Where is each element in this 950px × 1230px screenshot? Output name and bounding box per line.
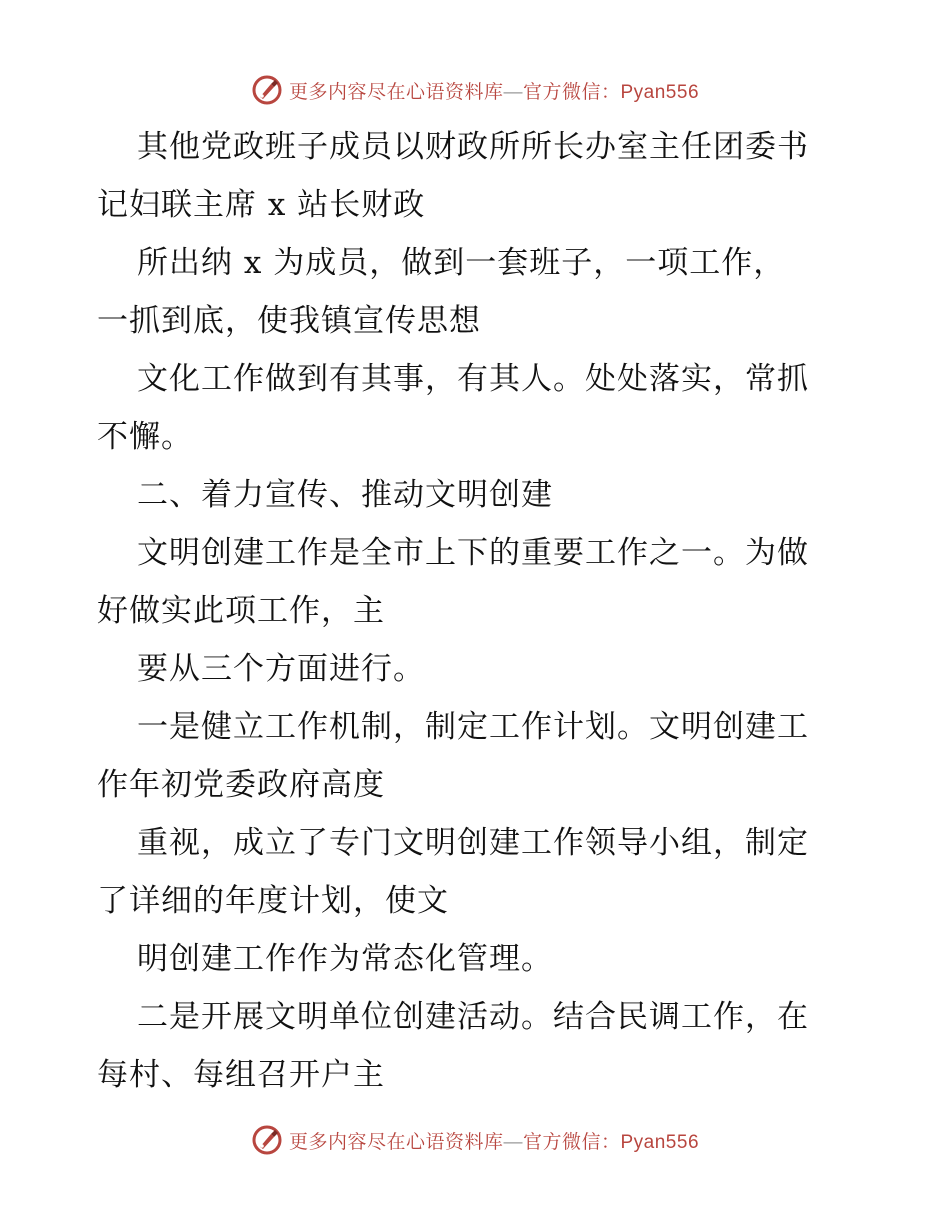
watermark-contact: 官方微信：Pyan556 (523, 1131, 700, 1153)
watermark-dash: — (503, 81, 523, 103)
body-line: 作年初党委政府高度 (97, 767, 385, 803)
pen-logo-icon (251, 74, 283, 106)
body-line: 明创建工作作为常态化管理。 (137, 941, 553, 977)
body-line: 重视，成立了专门文明创建工作领导小组，制定 (137, 825, 809, 861)
body-line: 所出纳 x 为成员，做到一套班子，一项工作， (137, 245, 786, 281)
body-line: 其他党政班子成员以财政所所长办室主任团委书 (137, 129, 809, 165)
body-line: 一是健立工作机制，制定工作计划。文明创建工 (137, 709, 809, 745)
body-line: 每村、每组召开户主 (97, 1057, 385, 1093)
body-line: 记妇联主席 x 站长财政 (97, 187, 426, 223)
body-line: 好做实此项工作，主 (97, 593, 385, 629)
body-text (97, 118, 857, 1104)
watermark-group (251, 1124, 699, 1156)
body-line: 二是开展文明单位创建活动。结合民调工作，在 (137, 999, 809, 1035)
watermark-group (251, 74, 699, 106)
watermark-dash: — (503, 1131, 523, 1153)
body-line: 一抓到底，使我镇宣传思想 (97, 303, 481, 339)
body-line: 文化工作做到有其事，有其人。处处落实，常抓 (137, 361, 809, 397)
pen-logo-icon (251, 1124, 283, 1156)
watermark-contact: 官方微信：Pyan556 (523, 81, 700, 103)
body-line: 要从三个方面进行。 (137, 651, 425, 687)
body-line: 了详细的年度计划，使文 (97, 883, 449, 919)
watermark-brand: 更多内容尽在心语资料库 (288, 1131, 504, 1153)
section-heading: 二、着力宣传、推动文明创建 (137, 477, 553, 513)
watermark-text (289, 1127, 699, 1154)
watermark-text (289, 77, 699, 104)
body-line: 不懈。 (97, 419, 193, 455)
body-line: 文明创建工作是全市上下的重要工作之一。为做 (137, 535, 809, 571)
watermark-brand: 更多内容尽在心语资料库 (288, 81, 504, 103)
header-watermark (0, 70, 950, 110)
footer-watermark (0, 1120, 950, 1160)
